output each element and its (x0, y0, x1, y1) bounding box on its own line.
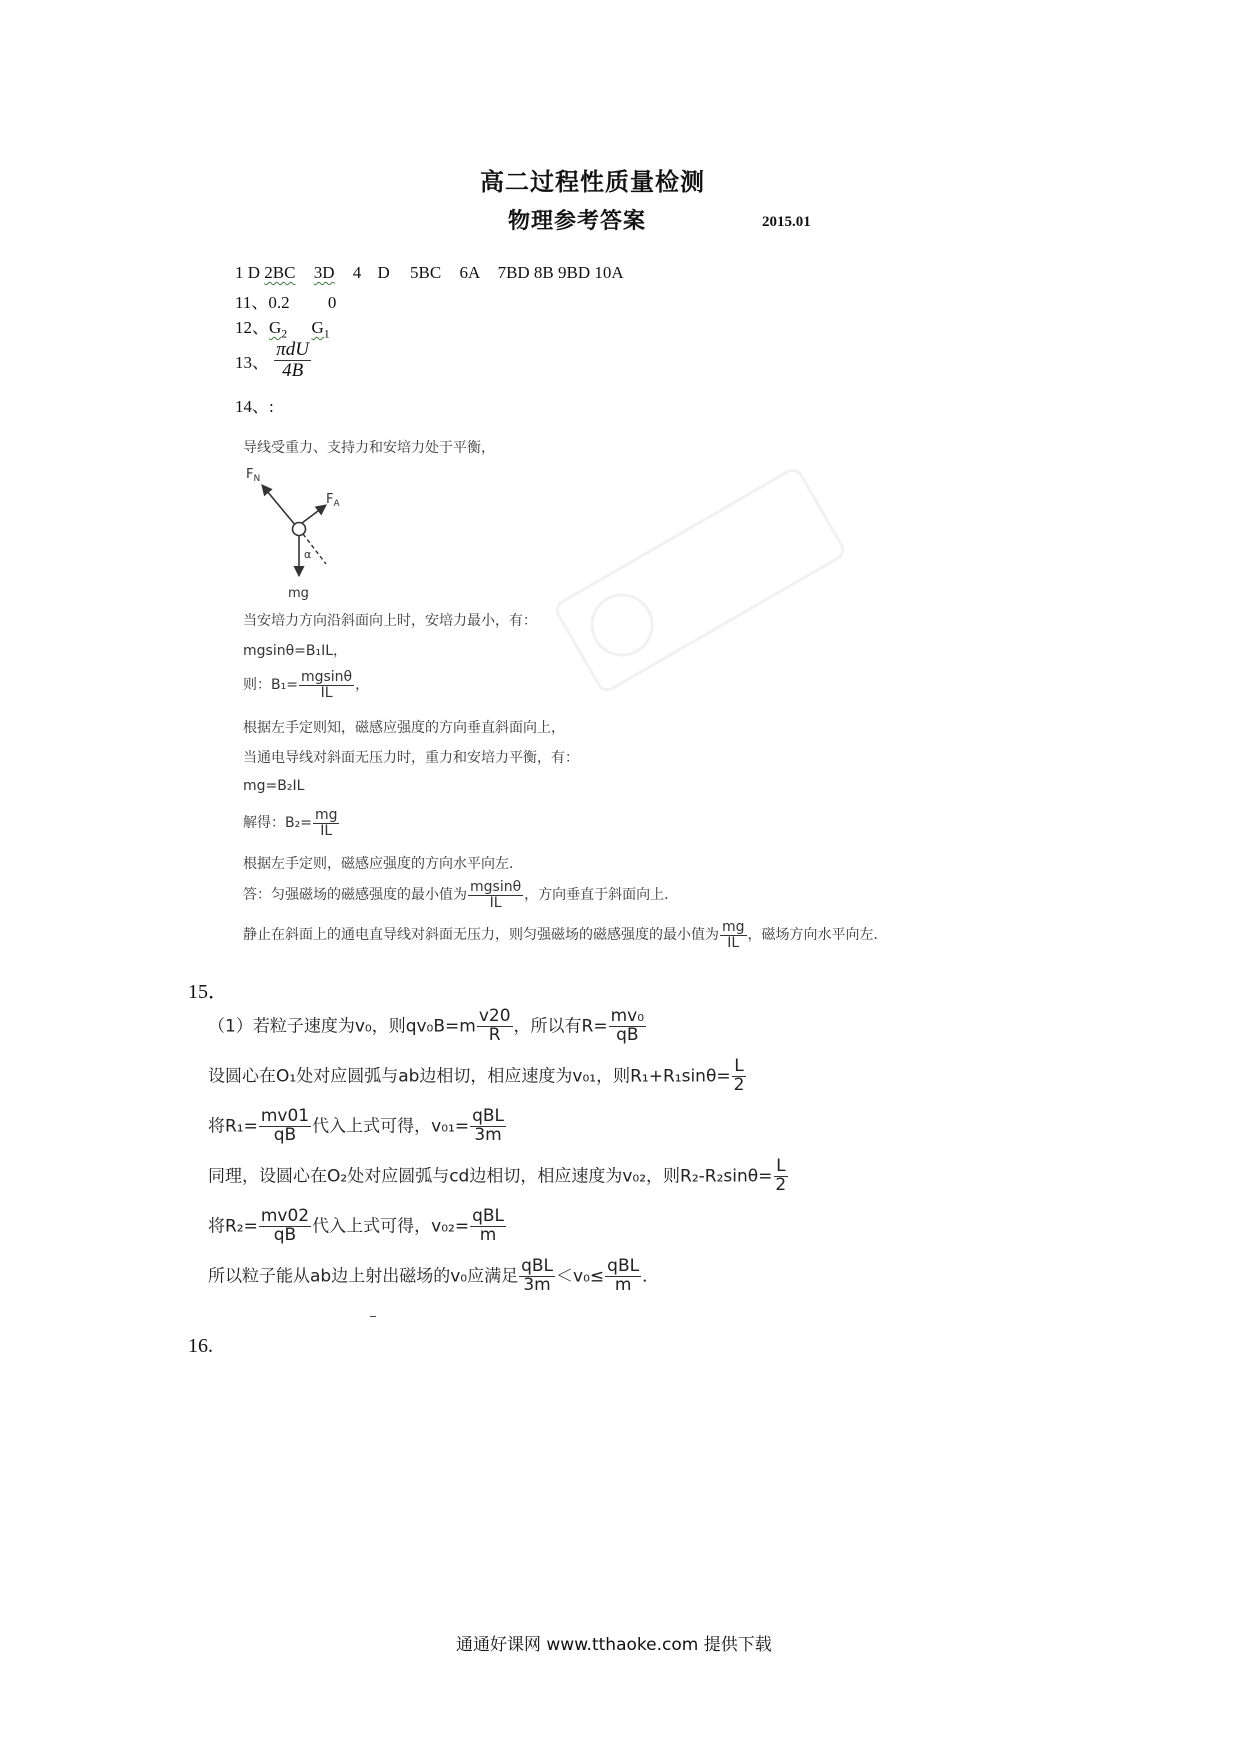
q14-line-10: 静止在斜面上的通电直导线对斜面无压力，则匀强磁场的磁感强度的最小值为 $\frac{mg}{IL}$ ，磁场方向水平向左． (243, 919, 888, 951)
q15-line-3: 将R₁= $\frac{mv01}{qB}$ 代入上式可得，v₀₁= $\frac{\text{qBL}}{3m}$ (208, 1106, 505, 1145)
answer-11: 11、0.2 0 (235, 293, 337, 312)
alpha-label: α (304, 548, 312, 561)
footer-text: 通通好课网 www.tthaoke.com 提供下载 (456, 1635, 772, 1655)
q14-line-3: 则：B₁= $\frac{mgsin\theta}{IL}$ ， (243, 669, 370, 701)
stray-mark (370, 1316, 376, 1317)
q15-line-2: 设圆心在O₁处对应圆弧与ab边相切，相应速度为v₀₁，则R₁+R₁sinθ= $\frac{L}{2}$ (208, 1056, 745, 1095)
answers-1-10: 1 D 2BC 3D 4 D 5BC 6A 7BD 8B 9BD 10A (235, 263, 624, 282)
fa-label: $F_A$ (326, 492, 340, 509)
q14-line-8: 根据左手定则，磁感应强度的方向水平向左． (243, 856, 523, 872)
q15-label: 15． (188, 981, 228, 1003)
q15-line-6: 所以粒子能从ab边上射出磁场的v₀应满足 $\frac{\text{qBL}}{3m}$ ＜v₀≤ $\frac{\text{qBL}}{m}$ ． (208, 1256, 660, 1295)
q15-line-5: 将R₂= $\frac{mv02}{qB}$ 代入上式可得，v₀₂= $\frac{\text{qBL}}{m}$ (208, 1206, 505, 1245)
q14-line-5: 当通电导线对斜面无压力时，重力和安培力平衡，有： (243, 750, 579, 766)
fn-label: $F_N$ (246, 467, 261, 484)
page-date: 2015.01 (762, 214, 811, 230)
q14-intro: 导线受重力、支持力和安培力处于平衡， (243, 440, 495, 456)
answer-12: 12、$G_2$ $G_1$ (235, 318, 330, 341)
answer-13: 13、 $\frac{\text{πdU}}{4B}$ (235, 339, 309, 381)
q15-line-4: 同理，设圆心在O₂处对应圆弧与cd边相切，相应速度为v₀₂，则R₂-R₂sinθ= $\frac{L}{2}$ (208, 1156, 787, 1195)
q15-line-1: （1）若粒子速度为v₀，则qv₀B=m $\frac{v20}{R}$ ，所以有R= $\frac{\text{mv₀}}{qB}$ (208, 1006, 645, 1045)
answer-14-label: 14、: (235, 397, 274, 416)
q14-line-6: mg=B₂IL (243, 778, 305, 794)
page-title: 高二过程性质量检测 (480, 168, 705, 196)
q14-line-4: 根据左手定则知，磁感应强度的方向垂直斜面向上， (243, 720, 565, 736)
q16-label: 16. (188, 1335, 213, 1357)
mg-label: mg (288, 586, 309, 601)
q14-line-7: 解得：B₂= $\frac{mg}{IL}$ (243, 807, 338, 839)
force-diagram (240, 460, 360, 605)
q14-line-2: mgsinθ=B₁IL， (243, 643, 348, 659)
page-subtitle: 物理参考答案 (508, 209, 647, 234)
q14-line-9: 答：匀强磁场的磁感强度的最小值为 $\frac{mgsin\theta}{IL}$ ，方向垂直于斜面向上． (243, 879, 679, 911)
q14-line-1: 当安培力方向沿斜面向上时，安培力最小，有： (243, 613, 537, 629)
